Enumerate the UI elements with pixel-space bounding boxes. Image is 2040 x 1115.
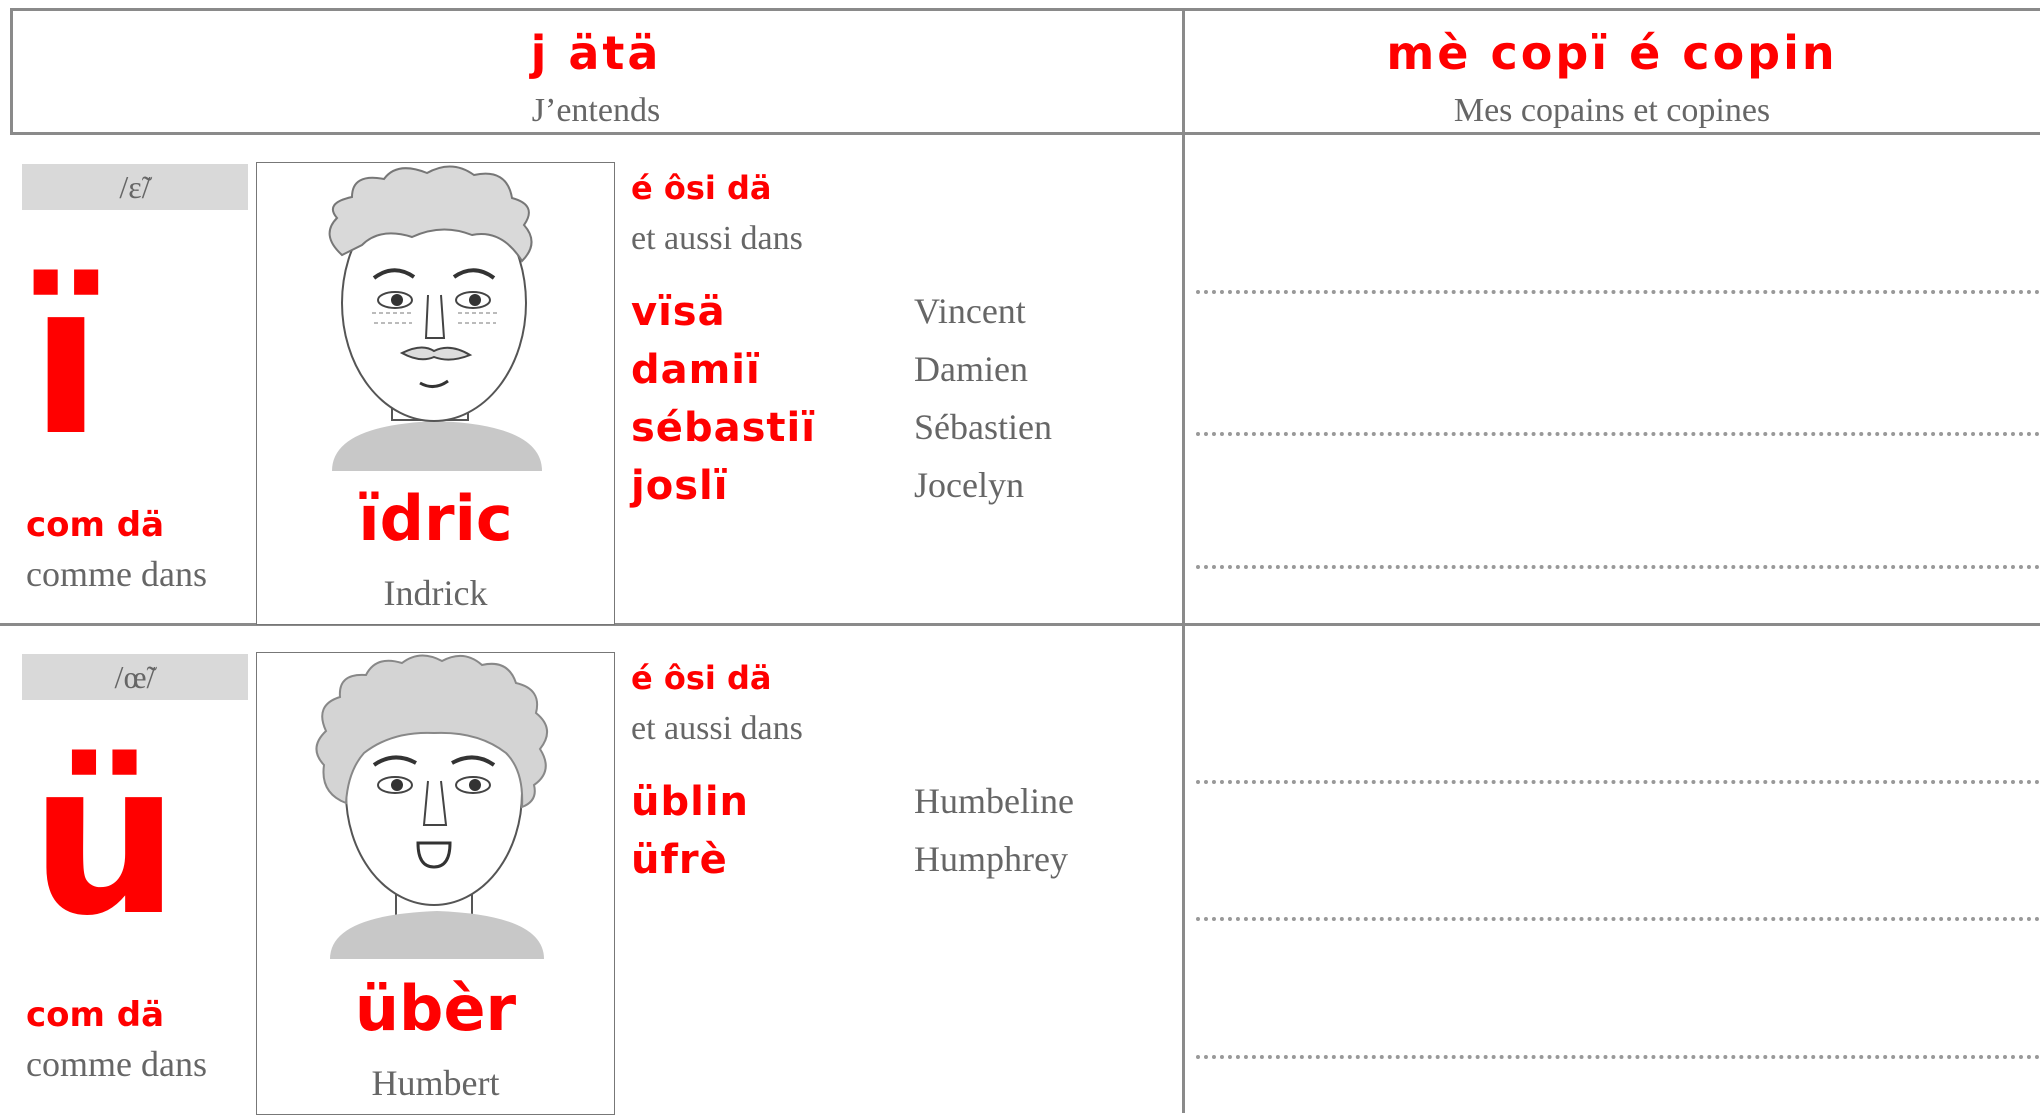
writing-line[interactable] <box>1196 290 2040 294</box>
example-translation: Jocelyn <box>914 465 1024 505</box>
card-translation: Indrick <box>383 573 488 613</box>
card-translation: Humbert <box>371 1063 500 1103</box>
example-word: sébastiï <box>631 405 816 451</box>
writing-line[interactable] <box>1196 565 2040 569</box>
sound-letter: ï <box>30 237 102 482</box>
example-word: vïsä <box>631 289 726 335</box>
writing-line[interactable] <box>1196 432 2040 436</box>
sound-letter: ü <box>30 717 180 962</box>
et-aussi-dans-label: et aussi dans <box>631 220 803 257</box>
example-translation: Damien <box>914 349 1028 389</box>
example-word: damiï <box>631 347 761 393</box>
et-aussi-dans-label: et aussi dans <box>631 710 803 747</box>
portrait-card <box>256 162 615 625</box>
table-top-rule <box>10 8 2040 11</box>
com-da-label: com dä <box>26 995 165 1035</box>
writing-line[interactable] <box>1196 917 2040 921</box>
column-divider-rule <box>1182 8 1185 1113</box>
example-word: üfrè <box>631 837 728 883</box>
writing-line[interactable] <box>1196 780 2040 784</box>
example-translation: Humbeline <box>914 781 1074 821</box>
example-word: joslï <box>631 463 729 509</box>
example-word: üblin <box>631 779 750 825</box>
boy-portrait-curly-hair-icon <box>302 653 572 963</box>
com-da-label: com dä <box>26 505 165 545</box>
phoneme-label: /ɛ̃/ <box>22 164 248 210</box>
phoneme-label: /œ̃/ <box>22 654 248 700</box>
osi-da-label: é ôsi dä <box>631 169 772 207</box>
portrait-card <box>256 652 615 1115</box>
writing-line[interactable] <box>1196 1055 2040 1059</box>
card-name: übèr <box>354 972 517 1045</box>
header-bottom-rule <box>10 132 2040 135</box>
comme-dans-label: comme dans <box>26 1044 207 1084</box>
header-right-title: mè copï é copin <box>1386 26 1838 80</box>
header-right-subtitle: Mes copains et copines <box>1453 92 1771 129</box>
osi-da-label: é ôsi dä <box>631 659 772 697</box>
header-left-title: j ätä <box>530 26 662 80</box>
boy-portrait-short-hair-icon <box>302 163 572 473</box>
comme-dans-label: comme dans <box>26 554 207 594</box>
header-left-subtitle: J’entends <box>531 92 661 129</box>
example-translation: Sébastien <box>914 407 1052 447</box>
card-name: ïdric <box>358 482 513 555</box>
example-translation: Humphrey <box>914 839 1068 879</box>
example-translation: Vincent <box>914 291 1026 331</box>
